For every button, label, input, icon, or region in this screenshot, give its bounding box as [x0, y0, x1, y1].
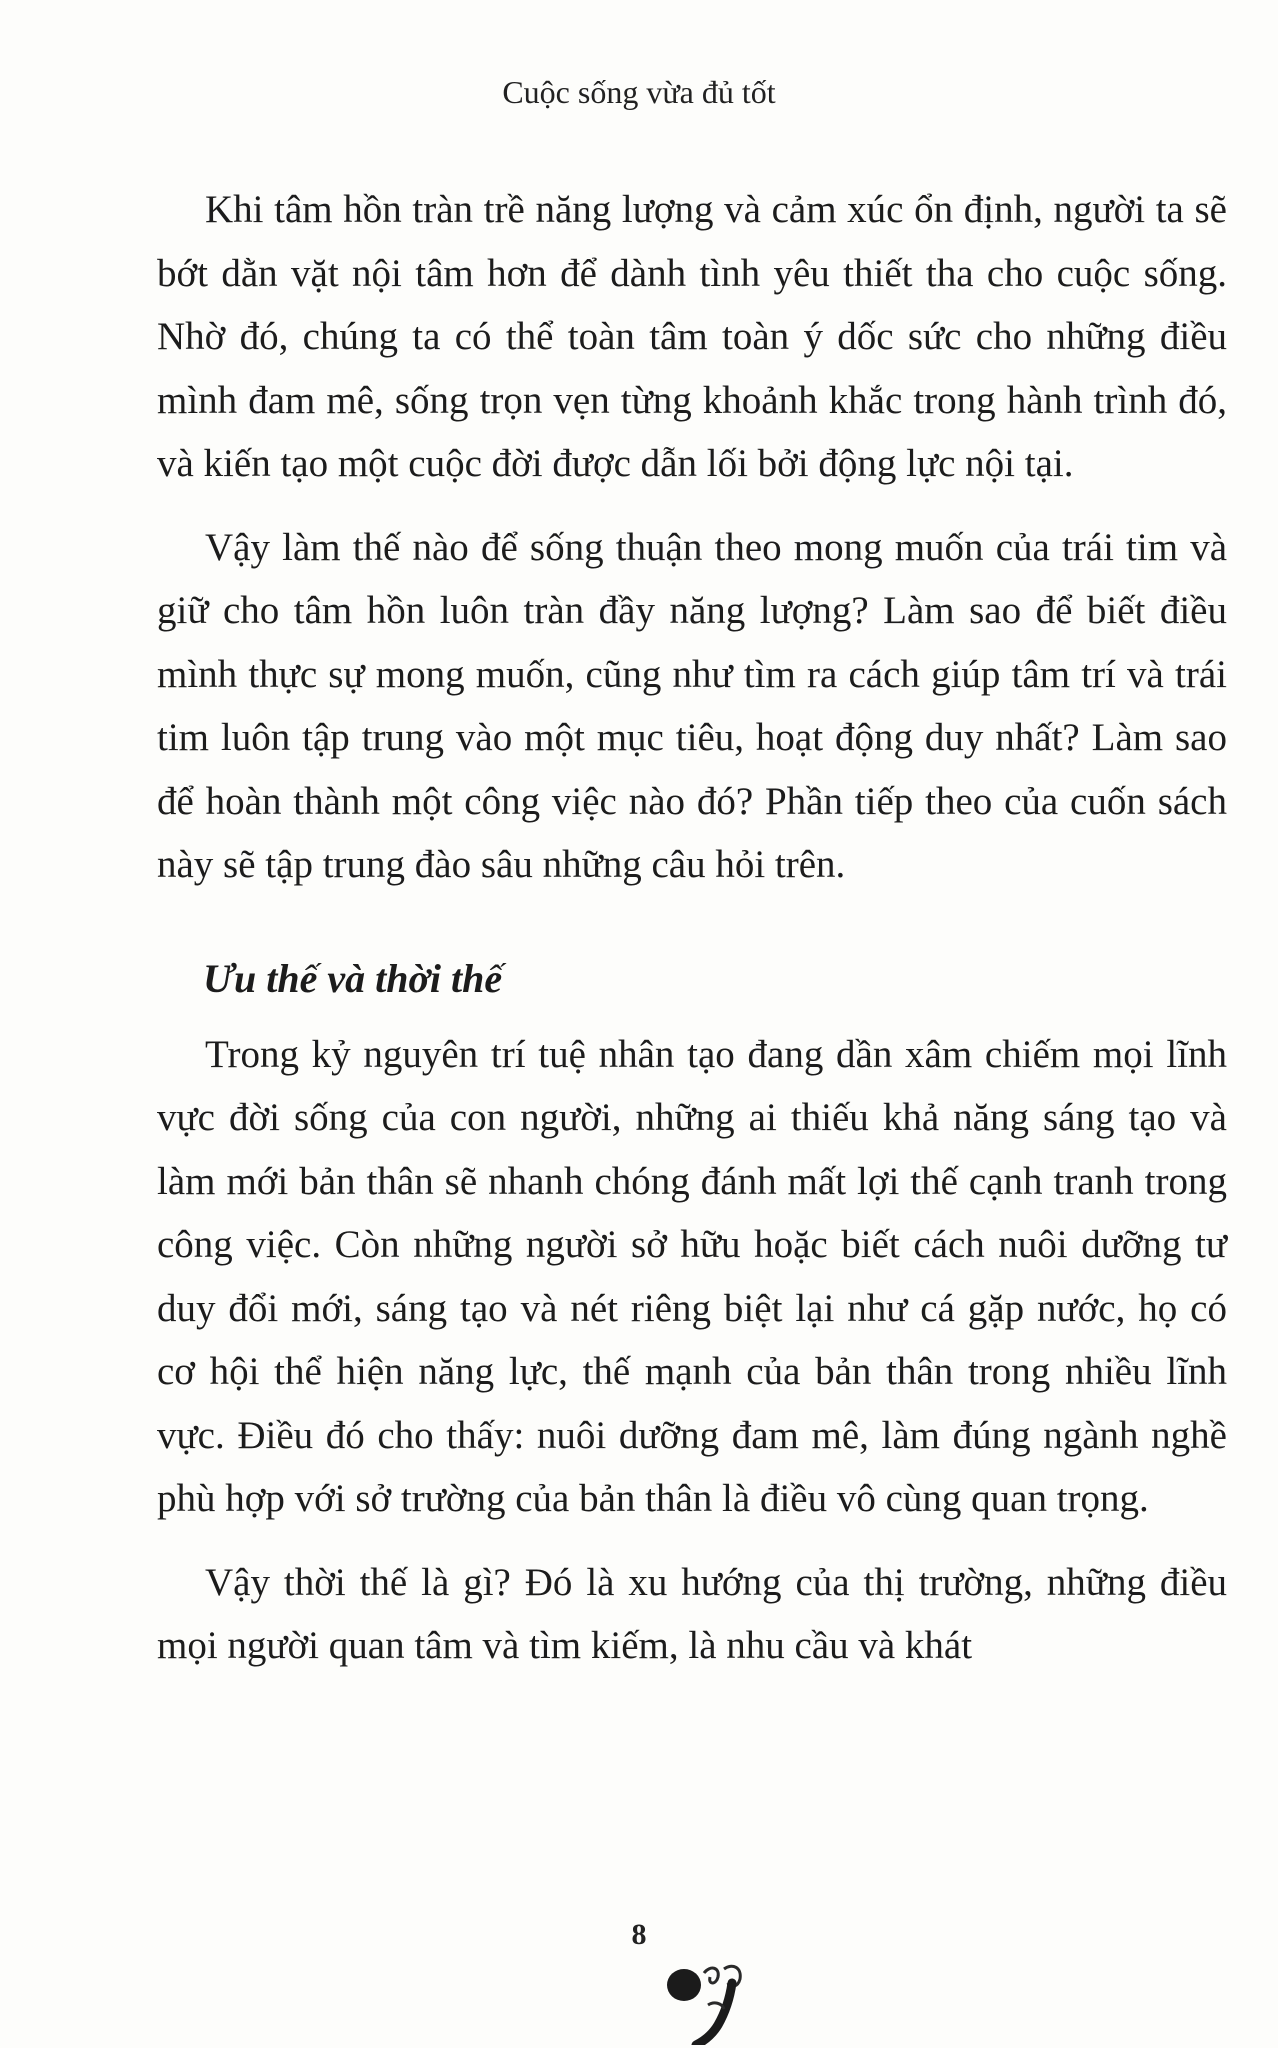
page-number: 8	[631, 1918, 647, 1951]
section-paragraph-2: Vậy thời thế là gì? Đó là xu hướng của thị trường, những điều mọi người quan tâm và tìm kiếm, là nhu cầu và khát	[157, 1560, 1227, 1667]
decorative-flourish-icon	[648, 1945, 788, 2045]
section-heading: Ưu thế và thời thế	[203, 955, 503, 1001]
body-text	[157, 178, 1227, 1698]
section-paragraph-1: Trong kỷ nguyên trí tuệ nhân tạo đang dần xâm chiếm mọi lĩnh vực đời sống của con người, những ai thiếu khả năng sáng tạo và làm mới bản thân sẽ nhanh chóng đánh mất lợi thế cạnh tranh trong công việc. Còn những người sở hữu hoặc biết cách nuôi dưỡng tư duy đổi mới, sáng tạo và nét riêng biệt lại như cá gặp nước, họ có cơ hội thể hiện năng lực, thế mạnh của bản thân trong nhiều lĩnh vực. Điều đó cho thấy: nuôi dưỡng đam mê, làm đúng ngành nghề phù hợp với sở trường của bản thân là điều vô cùng quan trọng.	[157, 1032, 1227, 1520]
paragraph-1: Khi tâm hồn tràn trề năng lượng và cảm xúc ổn định, người ta sẽ bớt dằn vặt nội tâm hơn để dành tình yêu thiết tha cho cuộc sống. Nhờ đó, chúng ta có thể toàn tâm toàn ý dốc sức cho những điều mình đam mê, sống trọn vẹn từng khoảnh khắc trong hành trình đó, và kiến tạo một cuộc đời được dẫn lối bởi động lực nội tại.	[157, 188, 1227, 485]
paragraph-2: Vậy làm thế nào để sống thuận theo mong muốn của trái tim và giữ cho tâm hồn luôn tràn đầy năng lượng? Làm sao để biết điều mình thực sự mong muốn, cũng như tìm ra cách giúp tâm trí và trái tim luôn tập trung vào một mục tiêu, hoạt động duy nhất? Làm sao để hoàn thành một công việc nào đó? Phần tiếp theo của cuốn sách này sẽ tập trung đào sâu những câu hỏi trên.	[157, 525, 1227, 886]
running-header: Cuộc sống vừa đủ tốt	[502, 74, 776, 110]
